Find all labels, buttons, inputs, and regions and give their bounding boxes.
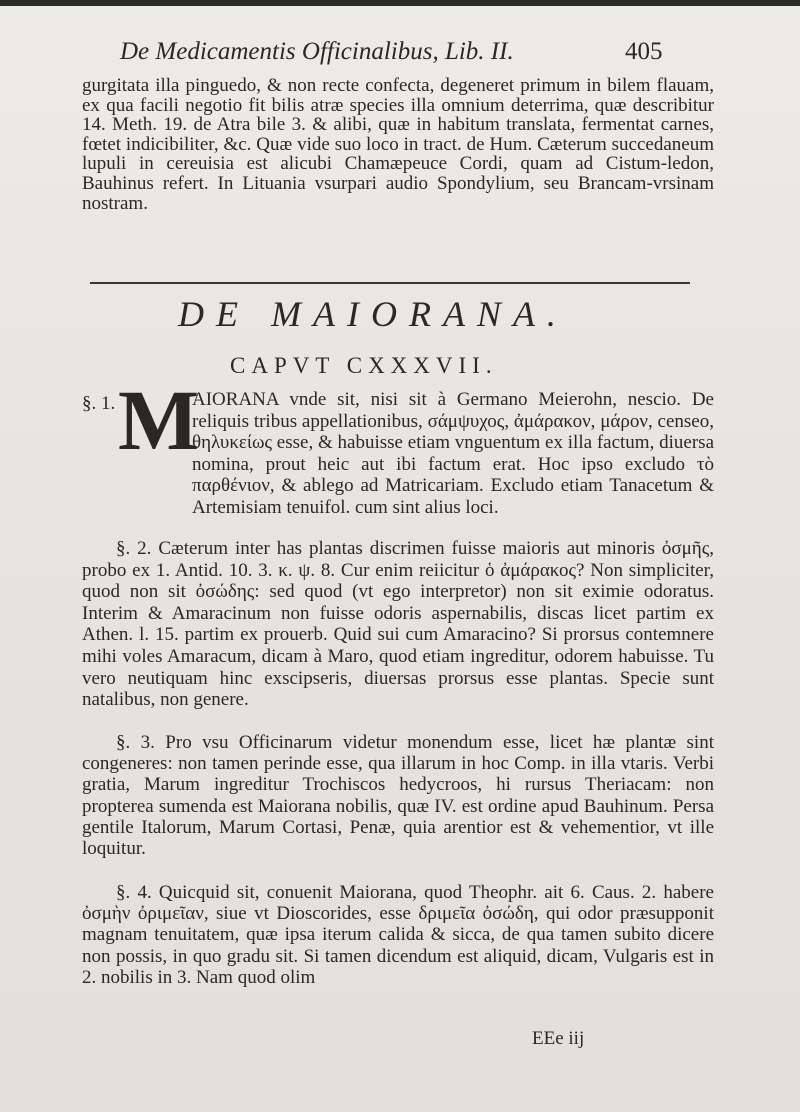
paragraph-2-text: §. 2. Cæterum inter has plantas discrimen fuisse maioris aut minoris ὀσμῆς, probo ex 1. Antid. 10. 3. κ. ψ. 8. Cur enim reiicitur ὁ ἀμάρακος? Non simpliciter, quod non sit ὀσώδης: sed quod (vt ego interpretor) non sit eximie odoratus. Interim & Amaracinum non fuisse odoris aspernabilis, discas licet partim ex Athen. l. 15. partim ex prouerb. Quid sui cum Amaracino? Si prorsus contemnere mihi voles Amaracum, dicam à Maro, quod etiam ingreditur, odorem habuisse. Tu vero neutiquam hinc exscipseris, diuersas prorsus esse plantas. Specie sunt natalibus, non genere. — [82, 538, 714, 711]
paragraph-3 — [82, 732, 714, 859]
paragraph-3-text: §. 3. Pro vsu Officinarum videtur monendum esse, licet hæ plantæ sint congeneres: non tamen perinde esse, qua illarum in hoc Comp. in illa vtaris. Verbi gratia, Marum ingreditur Trochiscos hedycroos, hi rursus Theriacam: non propterea sumenda est Maiorana nobilis, quæ IV. est ordine apud Bauhinum. Persa gentile Italorum, Marum Cortasi, Penæ, quia arentior est & vehementior, vt ille loquitur. — [82, 732, 714, 860]
chapter-title: CAPVT CXXXVII. — [230, 353, 498, 378]
paragraph-2 — [82, 538, 714, 711]
dropcap-letter: M — [118, 372, 200, 468]
catchword: EEe iij — [532, 1028, 585, 1049]
section-rule — [90, 282, 690, 284]
paragraph-4 — [82, 882, 714, 988]
running-head — [120, 38, 700, 72]
paragraph-1 — [82, 389, 714, 518]
top-paragraph-text: gurgitata illa pinguedo, & non recte confecta, degeneret primum in bilem flauam, ex qua facili negotio fit bilis atræ species illa omnium deterrima, quæ describitur 14. Meth. 19. de Atra bile 3. & alibi, quæ in habitum translata, fermentat carnes, fœtet indicibiliter, &c. Quæ vide suo loco in tract. de Hum. Cæterum succedaneum lupuli in cereuisia est alicubi Chamæpeuce Cordi, quam ad Cistum-ledon, Bauhinus refert. In Lituania vsurpari audio Spondylium, seu Brancam-vrsinam nostram. — [82, 75, 714, 214]
top-paragraph — [82, 76, 714, 213]
paragraph-1-marker: §. 1. — [82, 393, 116, 414]
section-title: DE MAIORANA. — [178, 294, 568, 334]
paragraph-1-text: AIORANA vnde sit, nisi sit à Germano Meierohn, nescio. De reliquis tribus appellationibus, σάμψυχος, ἀμάρακον, μάρον, censeo, θηλυκείως esse, & habuisse etiam vnguentum ex illa factum, diuersa nomina, prout heic aut ibi factum erat. Hoc ipso excludo τὸ παρθένιον, & ablego ad Matricariam. Excludo etiam Tanacetum & Artemisiam tenuifol. cum sint alius loci. — [192, 389, 714, 518]
page-number: 405 — [625, 38, 663, 65]
page-top-edge — [0, 0, 800, 6]
paragraph-4-text: §. 4. Quicquid sit, conuenit Maiorana, quod Theophr. ait 6. Caus. 2. habere ὀσμὴν ὀριμεῖαν, siue vt Dioscorides, esse δριμεῖα ὀσώδη, qui odor præsupponit magnam tenuitatem, quæ ipsa iterum calida & sicca, de qua tamen subito dicere non possis, in quo gradu sit. Si tamen dicendum est aliquid, dicam, Vulgaris est in 2. nobilis in 3. Nam quod olim — [82, 882, 714, 988]
running-head-title: De Medicamentis Officinalibus, Lib. II. — [120, 38, 514, 65]
